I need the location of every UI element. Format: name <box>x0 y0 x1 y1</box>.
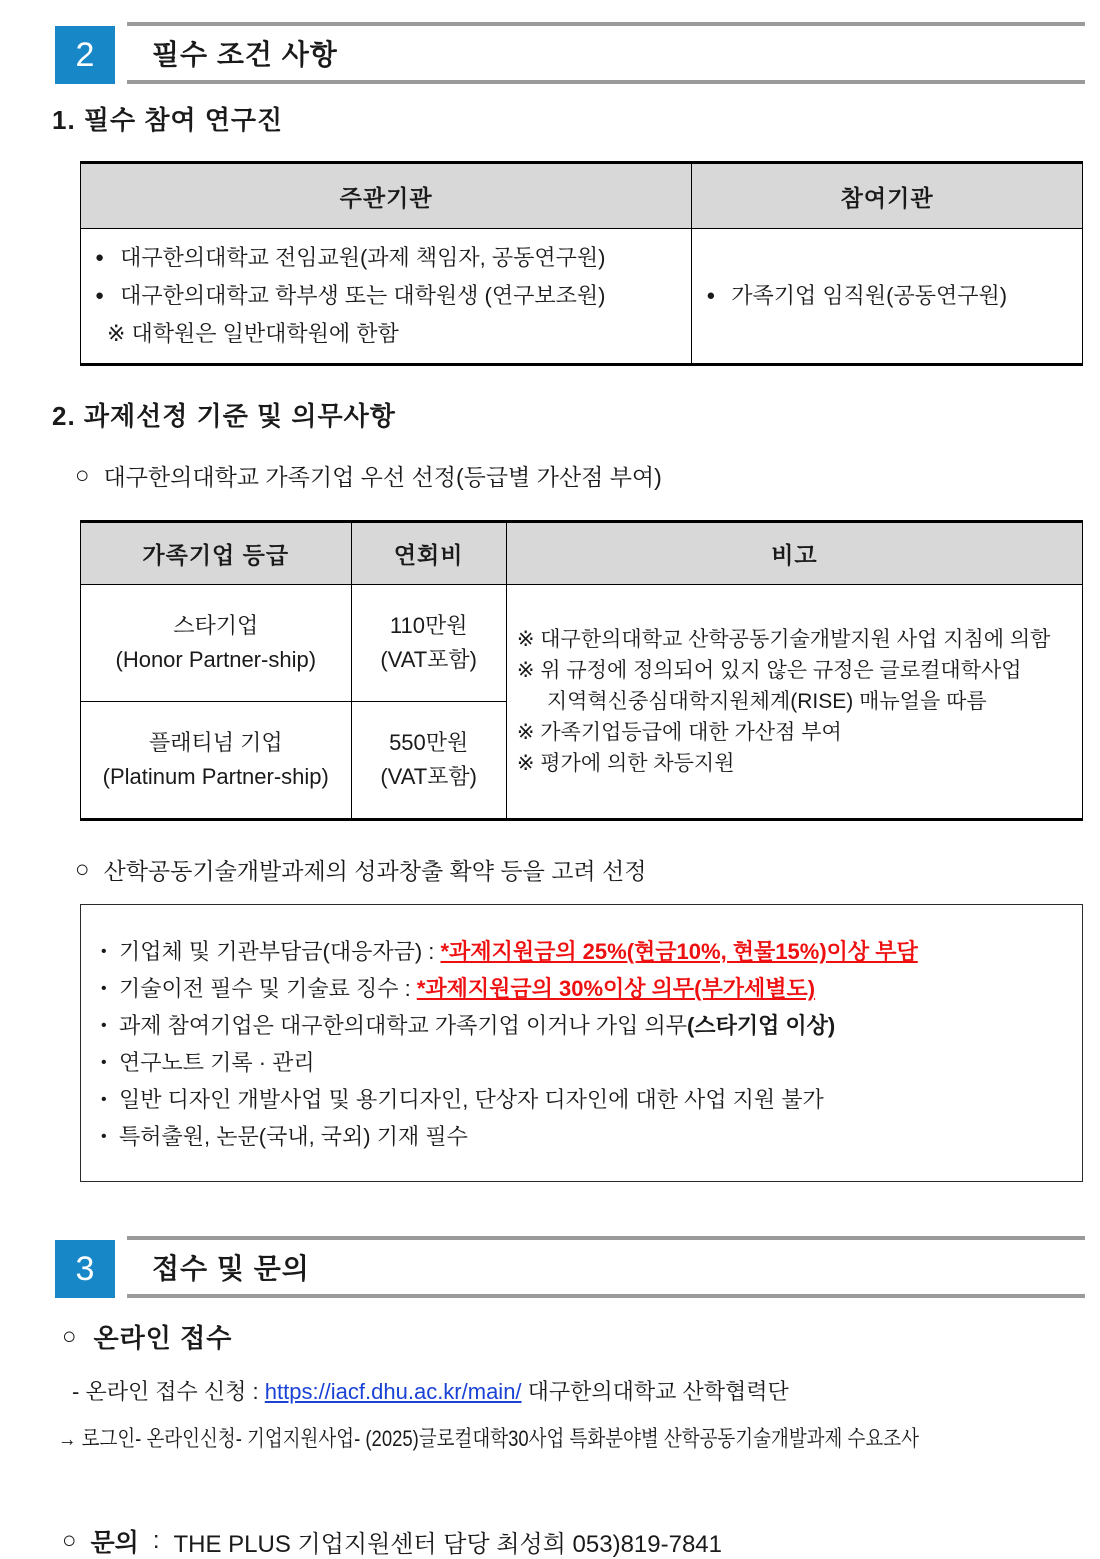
section-3-number-badge: 3 <box>55 1240 115 1298</box>
section-2-header <box>55 22 1085 84</box>
fee-cell-platinum: 550만원 (VAT포함) <box>351 702 506 820</box>
remark-line: ※ 가족기업등급에 대한 가산점 부여 <box>516 721 842 744</box>
table-row <box>95 239 677 277</box>
obligation-item: • 기업체 및 기관부담금(대응자금) : *과제지원금의 25%(현금10%, 현물15%)이상 부담 <box>101 933 1062 970</box>
small-bullet-icon: • <box>101 980 107 997</box>
contact-label: 문의 <box>90 1529 139 1557</box>
red-highlight: *과제지원금의 30%이상 의무(부가세별도) <box>416 976 816 1001</box>
participant-item-1: 가족기업 임직원(공동연구원) <box>731 283 1008 308</box>
circle-bullet-icon: ○ <box>75 855 90 883</box>
submission-link[interactable]: https://iacf.dhu.ac.kr/main/ <box>264 1379 522 1404</box>
obligations-box <box>80 904 1083 1182</box>
bold-highlight: (스타기업 이상) <box>686 1013 836 1038</box>
heading-online-submission: ○ 온라인 접수 <box>62 1322 233 1353</box>
obligation-item: • 기술이전 필수 및 기술료 징수 : *과제지원금의 30%이상 의무(부가세별도) <box>101 970 1062 1007</box>
disc-bullet-icon: ● <box>95 287 105 304</box>
table-row <box>706 277 1068 315</box>
circle-bullet-icon: ○ <box>62 1322 78 1350</box>
circle-bullet-icon: ○ <box>62 1527 77 1554</box>
grade-cell-star: 스타기업 (Honor Partner-ship) <box>81 585 352 702</box>
section-3-title-rule <box>127 1236 1085 1298</box>
red-highlight: *과제지원금의 25%(현금10%, 현물15%)이상 부담 <box>440 939 918 964</box>
online-path-line: → 로그인- 온라인신청- 기업지원사업- (2025)글로컬대학30사업 특화분야별 산학공동기술개발과제 수요조사 <box>58 1426 919 1451</box>
disc-bullet-icon: ● <box>95 249 105 266</box>
grade-table-header-remarks: 비고 <box>506 522 1082 585</box>
obligation-item: • 일반 디자인 개발사업 및 용기디자인, 단상자 디자인에 대한 사업 지원 불가 <box>101 1081 1062 1118</box>
obligation-item: • 과제 참여기업은 대구한의대학교 가족기업 이거나 가입 의무(스타기업 이상) <box>101 1007 1062 1044</box>
researchers-table-header-host: 주관기관 <box>81 163 692 229</box>
heading-selection-criteria: 2. 과제선정 기준 및 의무사항 <box>52 401 396 431</box>
section-3-header <box>55 1236 1085 1298</box>
grade-table <box>80 520 1083 821</box>
section-2-title: 필수 조건 사항 <box>152 39 338 70</box>
researchers-table <box>80 161 1083 366</box>
section-2-title-rule <box>127 22 1085 84</box>
bullet-priority-selection: ○ 대구한의대학교 가족기업 우선 선정(등급별 가산점 부여) <box>75 461 662 490</box>
host-note: ※ 대학원은 일반대학원에 한함 <box>107 321 399 346</box>
host-item-1: 대구한의대학교 전임교원(과제 책임자, 공동연구원) <box>120 245 606 270</box>
fee-cell-star: 110만원 (VAT포함) <box>351 585 506 702</box>
grade-cell-platinum: 플래티넘 기업 (Platinum Partner-ship) <box>81 702 352 820</box>
small-bullet-icon: • <box>101 1017 107 1034</box>
contact-value: THE PLUS 기업지원센터 담당 최성희 053)819-7841 <box>173 1530 723 1558</box>
section-2-number-badge: 2 <box>55 26 115 84</box>
host-item-2: 대구한의대학교 학부생 또는 대학원생 (연구보조원) <box>120 283 606 308</box>
grade-table-header-fee: 연회비 <box>351 522 506 585</box>
small-bullet-icon: • <box>101 943 107 960</box>
contact-separator: : <box>152 1527 160 1554</box>
remark-line: 지역혁신중심대학지원체계(RISE) 매뉴얼을 따름 <box>546 690 987 713</box>
remark-line: ※ 대구한의대학교 산학공동기술개발지원 사업 지침에 의함 <box>516 628 1051 651</box>
researchers-table-host-cell <box>81 229 692 365</box>
contact-line <box>62 1523 1100 1559</box>
remark-line: ※ 평가에 의한 차등지원 <box>516 752 735 775</box>
disc-bullet-icon: ● <box>706 287 716 304</box>
online-apply-line: - 온라인 접수 신청 : https://iacf.dhu.ac.kr/main/ 대구한의대학교 산학협력단 <box>72 1379 789 1404</box>
small-bullet-icon: • <box>101 1091 107 1108</box>
grade-table-header-grade: 가족기업 등급 <box>81 522 352 585</box>
section-3-title: 접수 및 문의 <box>152 1253 310 1284</box>
heading-required-researchers: 1. 필수 참여 연구진 <box>52 105 284 135</box>
remark-line: ※ 위 규정에 정의되어 있지 않은 규정은 글로컬대학사업 <box>516 659 1022 682</box>
small-bullet-icon: • <box>101 1128 107 1145</box>
remarks-cell <box>506 585 1082 820</box>
bullet-outcome-selection: ○ 산학공동기술개발과제의 성과창출 확약 등을 고려 선정 <box>75 855 647 884</box>
obligation-item: • 연구노트 기록 · 관리 <box>101 1044 1062 1081</box>
researchers-table-header-participant: 참여기관 <box>692 163 1083 229</box>
obligation-item: • 특허출원, 논문(국내, 국외) 기재 필수 <box>101 1118 1062 1155</box>
table-row <box>95 277 677 315</box>
researchers-table-participant-cell <box>692 229 1083 365</box>
circle-bullet-icon: ○ <box>75 461 90 489</box>
small-bullet-icon: • <box>101 1054 107 1071</box>
